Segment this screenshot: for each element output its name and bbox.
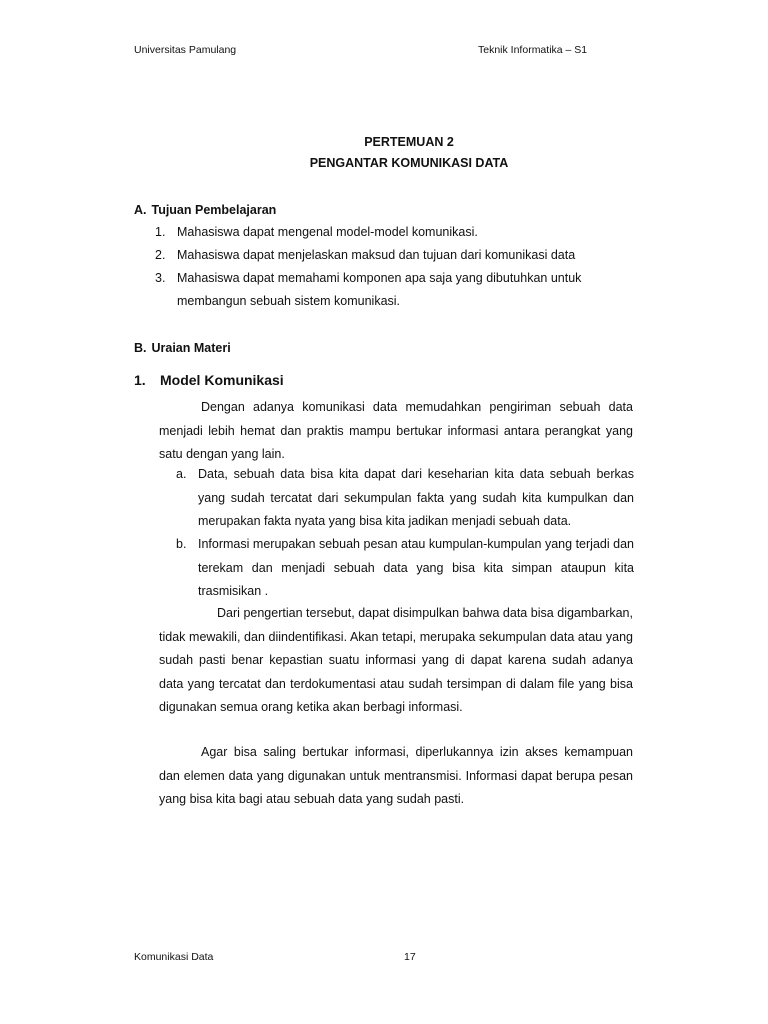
subsection-number: 1. [134,372,146,388]
page-subtitle: PENGANTAR KOMUNIKASI DATA [309,156,509,170]
objective-item [155,244,615,267]
objective-text: Mahasiswa dapat memahami komponen apa saja yang dibutuhkan untuk [177,271,582,285]
list-item [176,533,634,604]
list-item-text: Informasi merupakan sebuah pesan atau kumpulan-kumpulan yang terjadi dan terekam dan menjadi sebuah data yang bisa kita simpan ataupun kita trasmisikan . [198,537,634,598]
subsection-heading [134,372,284,388]
list-item [176,463,634,534]
list-item-letter: b. [176,537,187,551]
section-a-heading [134,203,276,217]
objective-text: Mahasiswa dapat mengenal model-model komunikasi. [177,225,478,239]
section-b-title: Uraian Materi [151,341,231,355]
objective-number: 1. [155,225,166,239]
page-title: PERTEMUAN 2 [364,135,454,149]
section-b-heading [134,341,231,355]
list-item-letter: a. [176,467,187,481]
objective-text-continued: membangun sebuah sistem komunikasi. [177,294,401,308]
footer-course: Komunikasi Data [134,951,214,963]
section-a-title: Tujuan Pembelajaran [151,203,277,217]
section-a-label: A. [134,203,147,217]
subsection-title: Model Komunikasi [160,372,284,388]
objective-text: Mahasiswa dapat menjelaskan maksud dan tujuan dari komunikasi data [177,248,576,262]
objective-item [155,267,615,313]
header-program: Teknik Informatika – S1 [478,44,588,56]
paragraph-exchange: Agar bisa saling bertukar informasi, diperlukannya izin akses kemampuan dan elemen data yang digunakan untuk mentransmisi. Informasi dapat berupa pesan yang bisa kita bagi atau sebuah data yang sudah pasti. [159,745,633,806]
list-item-text: Data, sebuah data bisa kita dapat dari keseharian kita data sebuah berkas yang sudah tercatat dari sekumpulan fakta yang sudah kita kumpulkan dan merupakan fakta nyata yang bisa kita jadikan menjadi sebuah data. [198,467,634,528]
section-b-label: B. [134,341,147,355]
objective-number: 3. [155,271,166,285]
paragraph-intro: Dengan adanya komunikasi data memudahkan pengiriman sebuah data menjadi lebih hemat dan praktis mampu bertukar informasi antara perangkat yang satu dengan yang lain. [159,400,633,461]
objective-item [155,221,615,244]
paragraph-conclusion: Dari pengertian tersebut, dapat disimpulkan bahwa data bisa digambarkan, tidak mewakili, dan diindentifikasi. Akan tetapi, merupaka sekumpulan data atau yang sudah pasti benar kepastian suatu informasi yang di dapat karena sudah adanya data yang tercatat dan terdokumentasi atau sudah tersimpan di dalam file yang bisa digunakan semua orang ketika akan berbagi informasi. [159,606,633,714]
header-institution: Universitas Pamulang [134,44,237,56]
footer-page-number: 17 [404,951,416,963]
objective-number: 2. [155,248,166,262]
